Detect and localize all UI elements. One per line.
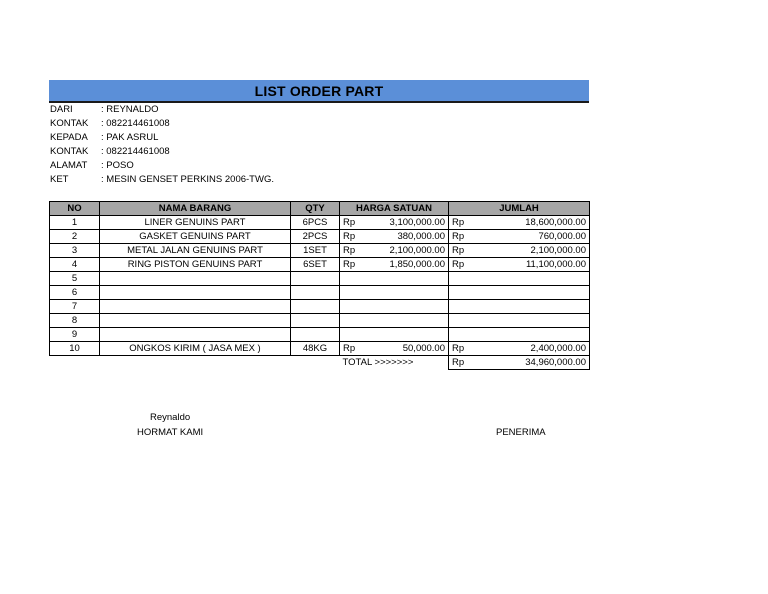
cell-price-currency: Rp bbox=[340, 258, 366, 272]
cell-total-currency bbox=[449, 328, 475, 342]
table-row bbox=[50, 328, 590, 342]
info-label: KET bbox=[50, 174, 69, 185]
cell-qty bbox=[291, 300, 340, 314]
cell-price-currency: Rp bbox=[340, 230, 366, 244]
info-row-to bbox=[50, 131, 450, 145]
cell-total-currency bbox=[449, 286, 475, 300]
cell-price: 2,100,000.00 bbox=[366, 244, 449, 258]
table-row bbox=[50, 230, 590, 244]
info-row-note bbox=[50, 173, 450, 187]
cell-name bbox=[100, 314, 291, 328]
header-no: NO bbox=[50, 202, 100, 216]
info-row-address bbox=[50, 159, 450, 173]
header-total: JUMLAH bbox=[449, 202, 590, 216]
cell-total: 2,400,000.00 bbox=[475, 342, 590, 356]
info-row-contact-from bbox=[50, 117, 450, 131]
receiver-title: PENERIMA bbox=[496, 427, 546, 438]
cell-price-currency bbox=[340, 272, 366, 286]
cell-no: 4 bbox=[50, 258, 100, 272]
header-qty: QTY bbox=[291, 202, 340, 216]
cell-total-currency: Rp bbox=[449, 230, 475, 244]
info-label: KEPADA bbox=[50, 132, 88, 143]
info-label: KONTAK bbox=[50, 146, 89, 157]
cell-price-currency: Rp bbox=[340, 244, 366, 258]
cell-name bbox=[100, 286, 291, 300]
cell-name: LINER GENUINS PART bbox=[100, 216, 291, 230]
cell-price bbox=[366, 300, 449, 314]
cell-total bbox=[475, 328, 590, 342]
cell-price-currency bbox=[340, 328, 366, 342]
order-info bbox=[50, 103, 450, 187]
cell-price bbox=[366, 272, 449, 286]
cell-price: 3,100,000.00 bbox=[366, 216, 449, 230]
cell-price-currency: Rp bbox=[340, 342, 366, 356]
cell-qty: 6PCS bbox=[291, 216, 340, 230]
table-row bbox=[50, 342, 590, 356]
cell-qty bbox=[291, 272, 340, 286]
cell-price-currency bbox=[340, 300, 366, 314]
cell-total bbox=[475, 314, 590, 328]
cell-price bbox=[366, 314, 449, 328]
cell-qty: 48KG bbox=[291, 342, 340, 356]
info-value: : POSO bbox=[101, 160, 134, 171]
info-row-contact-to bbox=[50, 145, 450, 159]
total-row bbox=[50, 356, 590, 370]
table-row bbox=[50, 272, 590, 286]
cell-total: 2,100,000.00 bbox=[475, 244, 590, 258]
cell-price: 50,000.00 bbox=[366, 342, 449, 356]
cell-name bbox=[100, 272, 291, 286]
cell-total bbox=[475, 272, 590, 286]
cell-total: 11,100,000.00 bbox=[475, 258, 590, 272]
cell-no: 5 bbox=[50, 272, 100, 286]
cell-price: 1,850,000.00 bbox=[366, 258, 449, 272]
table-row bbox=[50, 286, 590, 300]
info-label: KONTAK bbox=[50, 118, 89, 129]
info-value: : 082214461008 bbox=[101, 118, 170, 129]
cell-name: GASKET GENUINS PART bbox=[100, 230, 291, 244]
cell-no: 2 bbox=[50, 230, 100, 244]
cell-price bbox=[366, 328, 449, 342]
cell-no: 7 bbox=[50, 300, 100, 314]
cell-no: 8 bbox=[50, 314, 100, 328]
cell-no: 9 bbox=[50, 328, 100, 342]
cell-total bbox=[475, 300, 590, 314]
info-value: : PAK ASRUL bbox=[101, 132, 159, 143]
sender-name: Reynaldo bbox=[150, 412, 191, 423]
cell-qty: 1SET bbox=[291, 244, 340, 258]
total-label: TOTAL >>>>>>> bbox=[342, 357, 414, 369]
document-title bbox=[49, 80, 589, 103]
cell-name bbox=[100, 328, 291, 342]
table-row bbox=[50, 258, 590, 272]
table-header-row bbox=[50, 202, 590, 216]
info-label: ALAMAT bbox=[50, 160, 88, 171]
cell-price: 380,000.00 bbox=[366, 230, 449, 244]
cell-total bbox=[475, 286, 590, 300]
cell-price bbox=[366, 286, 449, 300]
cell-qty bbox=[291, 328, 340, 342]
header-price: HARGA SATUAN bbox=[340, 202, 449, 216]
total-value: 34,960,000.00 bbox=[475, 356, 590, 370]
cell-no: 1 bbox=[50, 216, 100, 230]
cell-price-currency: Rp bbox=[340, 216, 366, 230]
table-row bbox=[50, 216, 590, 230]
cell-no: 10 bbox=[50, 342, 100, 356]
cell-name: RING PISTON GENUINS PART bbox=[100, 258, 291, 272]
cell-qty: 6SET bbox=[291, 258, 340, 272]
cell-total-currency: Rp bbox=[449, 342, 475, 356]
cell-name: METAL JALAN GENUINS PART bbox=[100, 244, 291, 258]
cell-total-currency: Rp bbox=[449, 216, 475, 230]
cell-price-currency bbox=[340, 286, 366, 300]
total-currency: Rp bbox=[449, 356, 475, 370]
info-label: DARI bbox=[50, 104, 73, 115]
cell-no: 3 bbox=[50, 244, 100, 258]
table-row bbox=[50, 314, 590, 328]
cell-total-currency bbox=[449, 314, 475, 328]
cell-qty bbox=[291, 314, 340, 328]
cell-price-currency bbox=[340, 314, 366, 328]
table-row bbox=[50, 244, 590, 258]
cell-total-currency: Rp bbox=[449, 258, 475, 272]
cell-total-currency: Rp bbox=[449, 244, 475, 258]
info-value: : REYNALDO bbox=[101, 104, 159, 115]
sender-title: HORMAT KAMI bbox=[137, 427, 204, 438]
cell-total: 18,600,000.00 bbox=[475, 216, 590, 230]
cell-qty bbox=[291, 286, 340, 300]
cell-total-currency bbox=[449, 272, 475, 286]
cell-name bbox=[100, 300, 291, 314]
info-row-from bbox=[50, 103, 450, 117]
info-value: : 082214461008 bbox=[101, 146, 170, 157]
table-row bbox=[50, 300, 590, 314]
cell-total-currency bbox=[449, 300, 475, 314]
cell-qty: 2PCS bbox=[291, 230, 340, 244]
cell-total: 760,000.00 bbox=[475, 230, 590, 244]
title-text: LIST ORDER PART bbox=[254, 82, 384, 99]
cell-no: 6 bbox=[50, 286, 100, 300]
info-value: : MESIN GENSET PERKINS 2006-TWG. bbox=[101, 174, 274, 185]
header-name: NAMA BARANG bbox=[100, 202, 291, 216]
order-table bbox=[49, 201, 590, 370]
cell-name: ONGKOS KIRIM ( JASA MEX ) bbox=[100, 342, 291, 356]
